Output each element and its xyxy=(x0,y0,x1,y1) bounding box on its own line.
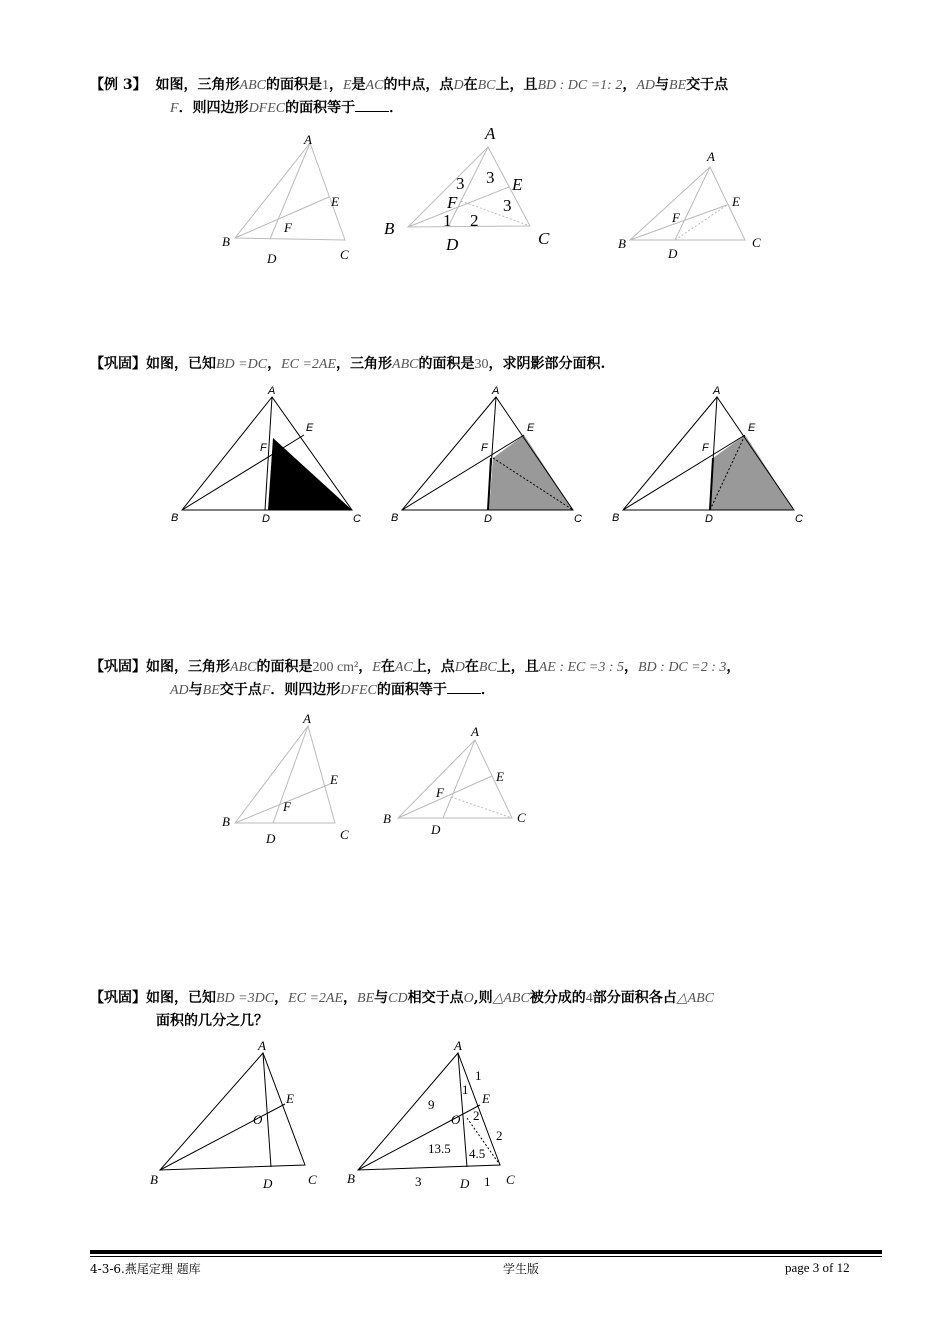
label-a: A xyxy=(454,1038,462,1053)
label-c: C xyxy=(538,229,550,248)
segment-be xyxy=(235,197,329,238)
footer-rule xyxy=(90,1256,882,1257)
label-d: D xyxy=(263,1176,273,1191)
label-c: C xyxy=(574,513,582,525)
triangle-abc xyxy=(630,167,745,240)
footer-page-number: page 3 of 12 xyxy=(785,1260,850,1275)
label-d: D xyxy=(266,831,276,846)
label-c: C xyxy=(506,1172,515,1187)
area-label: 3 xyxy=(486,168,495,187)
segment-ad xyxy=(675,167,710,240)
label-a: A xyxy=(303,711,311,726)
example3-figure-2 xyxy=(380,122,560,257)
label-c: C xyxy=(308,1172,317,1187)
label-d: D xyxy=(446,235,459,254)
label-a: A xyxy=(304,132,312,147)
label-b: B xyxy=(618,236,626,251)
consolidation-tag: 【巩固】 xyxy=(90,356,146,372)
label-b: B xyxy=(150,1172,158,1187)
label-d: D xyxy=(460,1176,470,1191)
label-d: D xyxy=(267,251,277,266)
footer-rule xyxy=(90,1250,882,1254)
label-b: B xyxy=(612,512,620,524)
segment-be xyxy=(408,187,509,227)
area-label: 3 xyxy=(503,196,512,215)
label-d: D xyxy=(484,513,492,525)
label-b: B xyxy=(171,512,179,524)
label-a: A xyxy=(471,724,479,739)
label-b: B xyxy=(384,219,395,238)
example3-figure-1 xyxy=(215,125,355,270)
label-e: E xyxy=(331,194,339,209)
label-f: F xyxy=(481,442,488,454)
label-o: O xyxy=(253,1112,263,1127)
label-e: E xyxy=(512,175,523,194)
label-b: B xyxy=(222,814,230,829)
area-label: 2 xyxy=(473,1108,480,1123)
footer-left: 4-3-6.燕尾定理 题库 xyxy=(90,1262,201,1276)
area-label: 2 xyxy=(470,211,479,230)
shaded-region xyxy=(710,435,794,510)
label-a: A xyxy=(492,385,500,397)
label-e: E xyxy=(496,769,504,784)
consolidation-tag: 【巩固】 xyxy=(90,659,146,675)
consolidation-2-figures xyxy=(215,708,545,848)
consolidation-tag: 【巩固】 xyxy=(90,990,146,1006)
consolidation-1-figures xyxy=(165,380,815,530)
label-f: F xyxy=(702,442,709,454)
label-e: E xyxy=(482,1091,490,1106)
label-c: C xyxy=(353,513,361,525)
label-e: E xyxy=(330,772,338,787)
label-e: E xyxy=(527,422,535,434)
area-label: 1 xyxy=(462,1082,469,1097)
label-b: B xyxy=(222,234,230,249)
label-d: D xyxy=(262,513,270,525)
label-o: O xyxy=(451,1112,461,1127)
area-label: 3 xyxy=(456,174,465,193)
segment-de xyxy=(675,205,727,240)
length-label: 3 xyxy=(415,1174,422,1189)
footer-center: 学生版 xyxy=(503,1262,540,1276)
label-f: F xyxy=(284,220,292,235)
label-e: E xyxy=(732,194,740,209)
label-f: F xyxy=(672,210,680,225)
length-label: 1 xyxy=(484,1174,491,1189)
label-d: D xyxy=(431,822,441,837)
label-c: C xyxy=(752,235,761,250)
segment-ad xyxy=(448,147,488,227)
label-f: F xyxy=(447,193,458,212)
panel-1 xyxy=(171,385,361,525)
example-3-question: 【例 3】 如图，三角形ABC的面积是1，E是AC的中点，点D在BC上，且BD : DC =1: 2，AD与BE交于点 F．则四边形DFEC的面积等于 ． xyxy=(90,77,729,116)
label-f: F xyxy=(436,785,444,800)
label-b: B xyxy=(383,811,391,826)
label-e: E xyxy=(286,1091,294,1106)
consolidation-question-1: 【巩固】如图，已知BD =DC，EC =2AE，三角形ABC的面积是30，求阴影部分面积. xyxy=(90,356,606,372)
label-b: B xyxy=(391,512,399,524)
area-label: 1 xyxy=(443,211,452,230)
answer-blank xyxy=(355,97,389,112)
area-label: 4.5 xyxy=(469,1146,486,1161)
example-tag: 【例 3】 xyxy=(90,77,147,93)
label-e: E xyxy=(748,422,756,434)
label-a: A xyxy=(713,385,721,397)
area-label: 2 xyxy=(496,1128,503,1143)
panel-2 xyxy=(391,385,582,525)
label-b: B xyxy=(347,1171,355,1186)
panel-3 xyxy=(612,385,803,525)
label-c: C xyxy=(517,810,526,825)
consolidation-3-figures xyxy=(140,1035,530,1195)
label-c: C xyxy=(340,827,349,842)
area-label: 13.5 xyxy=(428,1141,451,1156)
answer-blank xyxy=(447,679,481,694)
label-f: F xyxy=(283,799,291,814)
label-c: C xyxy=(795,513,803,525)
label-e: E xyxy=(306,422,314,434)
label-f: F xyxy=(260,442,267,454)
area-label: 1 xyxy=(475,1068,482,1083)
label-c: C xyxy=(340,247,349,262)
example3-figure-3 xyxy=(615,145,775,265)
label-d: D xyxy=(705,513,713,525)
consolidation-question-3: 【巩固】如图，已知BD =3DC，EC =2AE，BE与CD相交于点O,则△ABC被分成的4部分面积各占△ABC 面积的几分之几？ xyxy=(90,990,715,1029)
label-a: A xyxy=(485,124,496,143)
shaded-region xyxy=(489,435,573,510)
label-a: A xyxy=(268,385,276,397)
label-a: A xyxy=(258,1038,266,1053)
area-label: 9 xyxy=(428,1097,435,1112)
consolidation-question-2: 【巩固】如图，三角形ABC的面积是200 cm²，E在AC上，点D在BC上，且AE : EC =3 : 5，BD : DC =2 : 3， AD与BE交于点F．则四边形DFEC的面积等于 ． xyxy=(90,659,741,698)
label-d: D xyxy=(668,246,678,261)
label-a: A xyxy=(707,149,715,164)
